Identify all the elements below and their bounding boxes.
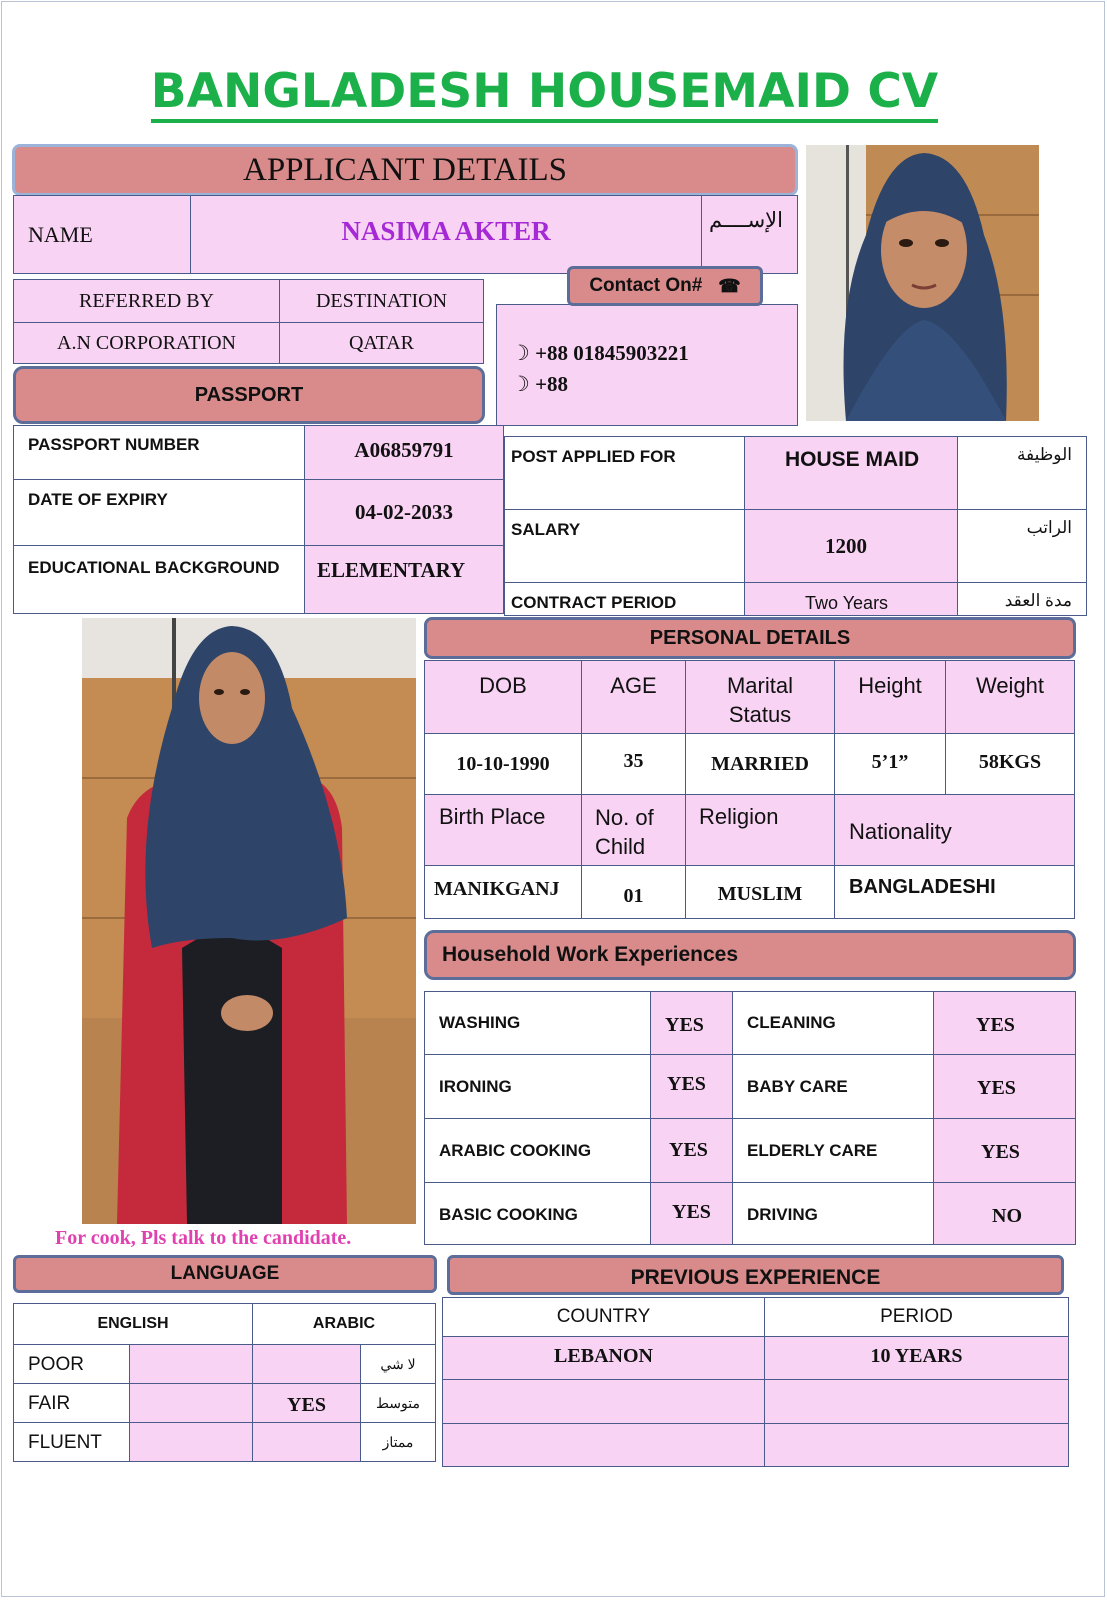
dob-value: 10-10-1990 bbox=[424, 733, 582, 795]
arabic-value: YES bbox=[252, 1383, 361, 1423]
cook-note: For cook, Pls talk to the candidate. bbox=[55, 1227, 352, 1249]
contact-header: Contact On# ☎ bbox=[567, 266, 763, 306]
age-label: AGE bbox=[581, 660, 686, 734]
applicant-name: NASIMA AKTER bbox=[341, 216, 551, 246]
arabic-column-label: ARABIC bbox=[252, 1303, 436, 1345]
weight-label: Weight bbox=[945, 660, 1075, 734]
weight-value: 58KGS bbox=[945, 733, 1075, 795]
phone-icon: ☽ bbox=[511, 341, 530, 365]
personal-details-header: PERSONAL DETAILS bbox=[424, 617, 1076, 659]
nationality-label: Nationality bbox=[834, 794, 1075, 866]
cv-page bbox=[1, 1, 1105, 1597]
phone-2[interactable]: ☽ +88 bbox=[511, 372, 569, 396]
phone-1[interactable]: ☽ +88 01845903221 bbox=[511, 341, 689, 365]
language-level-arabic: ممتاز bbox=[360, 1422, 436, 1462]
passport-header: PASSPORT bbox=[13, 366, 485, 424]
country-column-label: COUNTRY bbox=[442, 1297, 765, 1337]
applicant-details-header: APPLICANT DETAILS bbox=[12, 144, 798, 196]
skill-cell: DRIVING bbox=[732, 1182, 934, 1245]
skill-value-cell: NO bbox=[933, 1182, 1076, 1245]
contract-label: CONTRACT PERIOD bbox=[504, 582, 745, 616]
salary-label-arabic: الراتب bbox=[957, 509, 1087, 583]
previous-empty-row bbox=[764, 1423, 1069, 1467]
nationality-value: BANGLADESHI bbox=[834, 865, 1075, 919]
age-value: 35 bbox=[581, 733, 686, 795]
skill-cell: BASIC COOKING bbox=[424, 1182, 651, 1245]
language-level: POOR bbox=[13, 1344, 130, 1384]
english-value bbox=[129, 1383, 253, 1423]
children-label: No. of Child bbox=[581, 794, 686, 866]
portrait-figure bbox=[806, 145, 1039, 421]
children-value: 01 bbox=[581, 865, 686, 919]
skill-cell: CLEANING bbox=[732, 991, 934, 1055]
destination-value: QATAR bbox=[279, 322, 484, 364]
expiry-value: 04-02-2033 bbox=[304, 479, 504, 546]
birthplace-label: Birth Place bbox=[424, 794, 582, 866]
passport-number-label: PASSPORT NUMBER bbox=[13, 425, 305, 480]
skill-cell: WASHING bbox=[424, 991, 651, 1055]
skill-cell: ARABIC COOKING bbox=[424, 1118, 651, 1183]
referred-by-label: REFERRED BY bbox=[13, 279, 280, 323]
skill-value-cell: YES bbox=[933, 991, 1076, 1055]
language-header: LANGUAGE bbox=[13, 1255, 437, 1293]
post-label-arabic: الوظيفة bbox=[957, 436, 1087, 510]
skill-value-cell: YES bbox=[933, 1054, 1076, 1119]
expiry-label: DATE OF EXPIRY bbox=[13, 479, 305, 546]
passport-number-value: A06859791 bbox=[304, 425, 504, 480]
referred-by-value: A.N CORPORATION bbox=[13, 322, 280, 364]
period-column-label: PERIOD bbox=[764, 1297, 1069, 1337]
post-value: HOUSE MAID bbox=[744, 436, 958, 510]
english-value bbox=[129, 1344, 253, 1384]
education-value: ELEMENTARY bbox=[304, 545, 504, 614]
arabic-value bbox=[252, 1344, 361, 1384]
religion-label: Religion bbox=[685, 794, 835, 866]
language-level: FLUENT bbox=[13, 1422, 130, 1462]
telephone-icon: ☎ bbox=[718, 275, 741, 296]
full-body-photo bbox=[82, 618, 416, 1224]
name-value-cell bbox=[190, 195, 702, 274]
previous-empty-row bbox=[442, 1423, 765, 1467]
name-label-arabic-cell: الإســــم bbox=[701, 195, 798, 274]
education-label: EDUCATIONAL BACKGROUND bbox=[13, 545, 305, 614]
page-title: BANGLADESH HOUSEMAID CV bbox=[2, 64, 1087, 119]
skill-value-cell: YES bbox=[650, 991, 733, 1055]
marital-label: Marital Status bbox=[685, 660, 835, 734]
height-label: Height bbox=[834, 660, 946, 734]
birthplace-value: MANIKGANJ bbox=[424, 865, 582, 919]
skill-cell: BABY CARE bbox=[732, 1054, 934, 1119]
previous-empty-row bbox=[442, 1379, 765, 1424]
skill-cell: ELDERLY CARE bbox=[732, 1118, 934, 1183]
dob-label: DOB bbox=[424, 660, 582, 734]
phone-icon: ☽ bbox=[511, 372, 530, 396]
skill-value-cell: YES bbox=[650, 1182, 733, 1245]
post-label: POST APPLIED FOR bbox=[504, 436, 745, 510]
portrait-photo bbox=[806, 145, 1039, 421]
destination-label: DESTINATION bbox=[279, 279, 484, 323]
skill-cell: IRONING bbox=[424, 1054, 651, 1119]
previous-country-value: LEBANON bbox=[442, 1336, 765, 1380]
full-body-figure bbox=[82, 618, 416, 1224]
language-level-arabic: متوسط bbox=[360, 1383, 436, 1423]
language-level: FAIR bbox=[13, 1383, 130, 1423]
name-label-cell: NAME bbox=[13, 195, 191, 274]
contact-box bbox=[496, 304, 798, 426]
skill-value-cell: YES bbox=[933, 1118, 1076, 1183]
skill-value-cell: YES bbox=[650, 1054, 733, 1119]
english-column-label: ENGLISH bbox=[13, 1303, 253, 1345]
household-experience-header: Household Work Experiences bbox=[424, 930, 1076, 980]
contract-label-arabic: مدة العقد bbox=[957, 582, 1087, 616]
salary-label: SALARY bbox=[504, 509, 745, 583]
arabic-value bbox=[252, 1422, 361, 1462]
previous-empty-row bbox=[764, 1379, 1069, 1424]
previous-period-value: 10 YEARS bbox=[764, 1336, 1069, 1380]
height-value: 5’1” bbox=[834, 733, 946, 795]
marital-value: MARRIED bbox=[685, 733, 835, 795]
previous-experience-header: PREVIOUS EXPERIENCE bbox=[447, 1255, 1064, 1295]
religion-value: MUSLIM bbox=[685, 865, 835, 919]
contract-value: Two Years bbox=[744, 582, 958, 616]
salary-value: 1200 bbox=[744, 509, 958, 583]
skill-value-cell: YES bbox=[650, 1118, 733, 1183]
language-level-arabic: لا شي bbox=[360, 1344, 436, 1384]
english-value bbox=[129, 1422, 253, 1462]
